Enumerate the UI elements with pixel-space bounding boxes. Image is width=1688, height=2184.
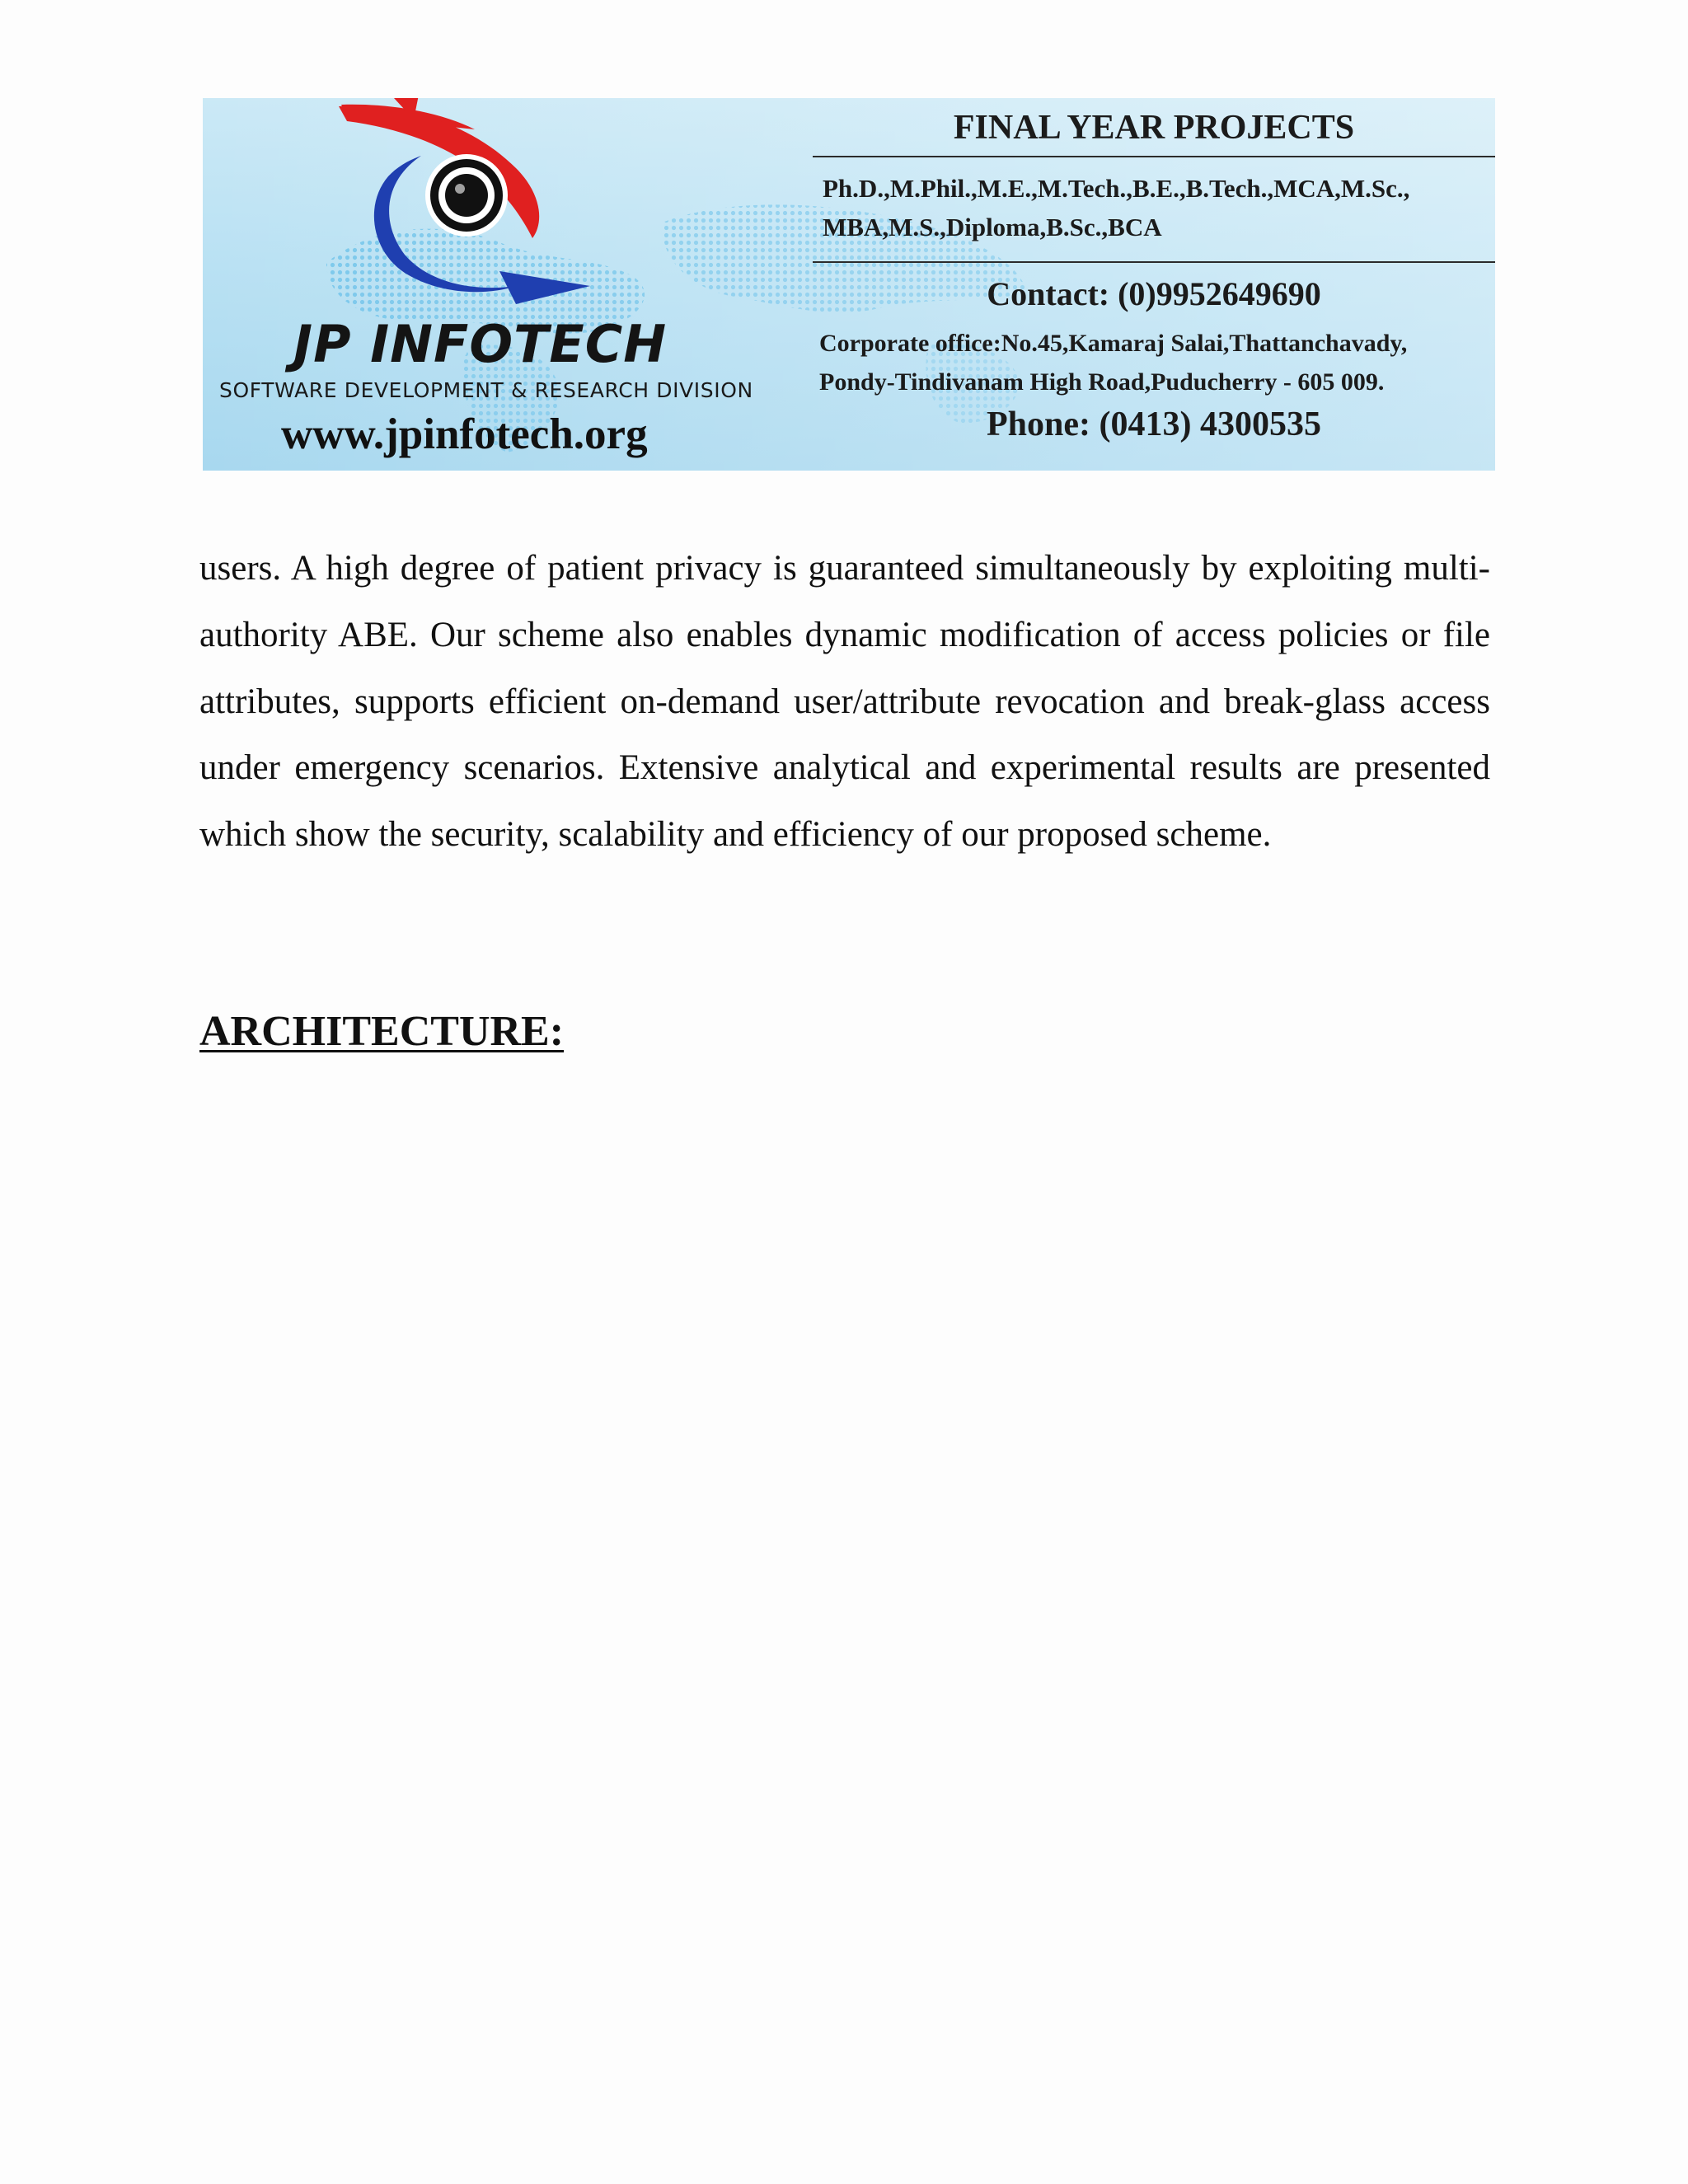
office-line-2: Pondy-Tindivanam High Road,Puducherry - 605 009. bbox=[819, 368, 1385, 396]
brand-name: JP INFOTECH bbox=[293, 314, 668, 374]
office-line-1: Corporate office:No.45,Kamaraj Salai,Thattanchavady, bbox=[819, 330, 1408, 357]
section-heading: ARCHITECTURE: bbox=[199, 1008, 565, 1055]
banner-title: FINAL YEAR PROJECTS bbox=[953, 109, 1355, 147]
banner-info-panel bbox=[813, 98, 1495, 471]
banner-divider bbox=[813, 261, 1495, 263]
banner-office-address bbox=[819, 324, 1495, 401]
eye-target-logo-icon bbox=[425, 154, 508, 237]
banner-contact: Contact: (0)9952649690 bbox=[987, 275, 1321, 312]
brand-division: SOFTWARE DEVELOPMENT & RESEARCH DIVISION bbox=[219, 378, 753, 402]
brand-website: www.jpinfotech.org bbox=[281, 410, 648, 458]
body-paragraph: users. A high degree of patient privacy is guaranteed simultaneously by exploiting multi-authority ABE. Our scheme also enables dynamic modification of access policies or file attributes, supports efficient on-demand user/attribute revocation and break-glass access under emergency scenarios. Extensive analytical and experimental results are presented which show the security, scalability and efficiency of our proposed scheme. bbox=[199, 549, 1490, 855]
header-banner bbox=[203, 98, 1495, 471]
banner-phone: Phone: (0413) 4300535 bbox=[987, 405, 1321, 443]
banner-degrees: Ph.D.,M.Phil.,M.E.,M.Tech.,B.E.,B.Tech.,MCA,M.Sc., MBA,M.S.,Diploma,B.Sc.,BCA bbox=[823, 174, 1410, 241]
banner-divider bbox=[813, 156, 1495, 157]
